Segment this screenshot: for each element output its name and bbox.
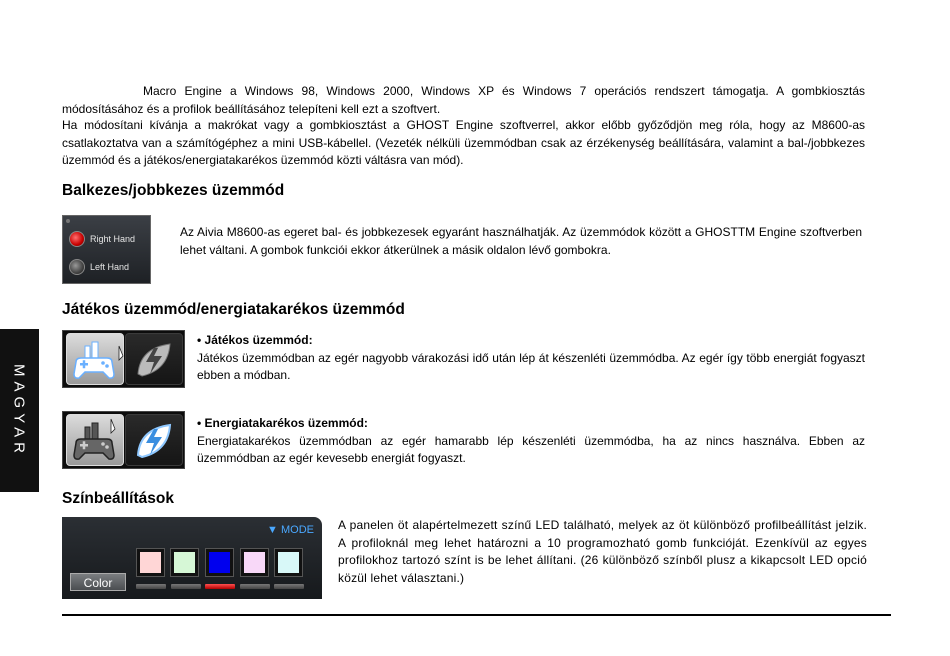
- hand-mode-panel: [62, 215, 151, 284]
- profile-led-4: [240, 584, 270, 589]
- intro-paragraph-2: Ha módosítani kívánja a makrókat vagy a gombkiosztást a GHOST Engine szoftverrel, akkor előbb győződjön meg róla, hogy az M8600-as csatlakoztatva van a számítógéphez a mini USB-kábellel. (Vezeték nélküli üzemmódban csak az érzékenység beállítására, valamint a bal-/jobbkezes üzemmód és a játékos/energiatakarékos üzemmód közti váltásra van mód).: [62, 118, 865, 167]
- gaming-mode-description: [197, 332, 865, 385]
- eco-mode-label: • Energiatakarékos üzemmód:: [197, 416, 368, 430]
- profile-swatch-3[interactable]: [206, 549, 233, 576]
- eco-mode-button[interactable]: [125, 333, 183, 385]
- profile-swatch-2[interactable]: [171, 549, 198, 576]
- color-section-heading: Színbeállítások: [62, 490, 174, 507]
- gaming-mode-label: • Játékos üzemmód:: [197, 333, 313, 347]
- hand-section-text: Az Aivia M8600-as egeret bal- és jobbkezesek egyaránt használhatják. Az üzemmódok között a GHOSTTM Engine szoftverben lehet váltani. A gombok funkciói ekkor átkerülnek a másik oldalon lévő gombokra.: [180, 225, 862, 257]
- bottom-rule: [62, 614, 891, 616]
- left-hand-radio[interactable]: [69, 259, 85, 275]
- eco-mode-description: [197, 415, 865, 468]
- profile-led-5: [274, 584, 304, 589]
- left-hand-label: Left Hand: [90, 262, 130, 272]
- right-hand-radio[interactable]: [69, 231, 85, 247]
- hand-section-heading: Balkezes/jobbkezes üzemmód: [62, 182, 285, 199]
- gamepad-battery-icon: [67, 415, 125, 467]
- leaf-lightning-icon: [126, 334, 184, 386]
- color-settings-panel: [62, 517, 322, 599]
- gamepad-battery-icon: [67, 334, 125, 386]
- panel-corner-dot: [66, 219, 70, 223]
- gaming-mode-button[interactable]: [66, 333, 124, 385]
- color-button[interactable]: Color: [70, 573, 126, 591]
- profile-led-1: [136, 584, 166, 589]
- profile-swatch-5[interactable]: [275, 549, 302, 576]
- profile-swatch-4[interactable]: [241, 549, 268, 576]
- eco-mode-panel: [62, 411, 185, 469]
- profile-led-2: [171, 584, 201, 589]
- eco-mode-button-2[interactable]: [125, 414, 183, 466]
- gaming-mode-text: Játékos üzemmódban az egér nagyobb várakozási idő után lép át készenléti üzemmódba. Az egér így több energiát fogyaszt ebben a módban.: [197, 350, 865, 382]
- profile-swatch-1[interactable]: [137, 549, 164, 576]
- intro-paragraph-1: Macro Engine a Windows 98, Windows 2000, Windows XP és Windows 7 operációs rendszert támogatja. A gombkiosztás módosításához és a profilok beállításához telepíteni kell ezt a szoftvert.: [62, 84, 865, 116]
- left-hand-option[interactable]: [69, 259, 129, 275]
- eco-mode-text: Energiatakarékos üzemmódban az egér hamarabb lép készenléti üzemmódba, ha az nincs használva. Ebben az üzemmódban az egér kevesebb energiát fogyaszt.: [197, 433, 865, 465]
- gaming-mode-button-2[interactable]: [66, 414, 124, 466]
- color-section-text: A panelen öt alapértelmezett színű LED található, melyek az öt különböző profilbeállítást jelzik. A profiloknál meg lehet határozni a 10 programozható gomb funkcióját. Ezenkívül az egyes profilokhoz tartozó színt is be lehet állítani. (26 különböző színből plusz a kikapcsolt LED opció közül lehet választani.): [338, 518, 867, 585]
- language-side-tab: [0, 329, 39, 492]
- leaf-lightning-icon: [126, 415, 184, 467]
- profile-led-3: [205, 584, 235, 589]
- mode-dropdown[interactable]: ▼ MODE: [267, 524, 314, 536]
- gaming-mode-panel: [62, 330, 185, 388]
- right-hand-label: Right Hand: [90, 234, 136, 244]
- mode-section-heading: Játékos üzemmód/energiatakarékos üzemmód: [62, 301, 405, 318]
- right-hand-option[interactable]: [69, 231, 135, 247]
- language-label: MAGYAR: [10, 364, 28, 458]
